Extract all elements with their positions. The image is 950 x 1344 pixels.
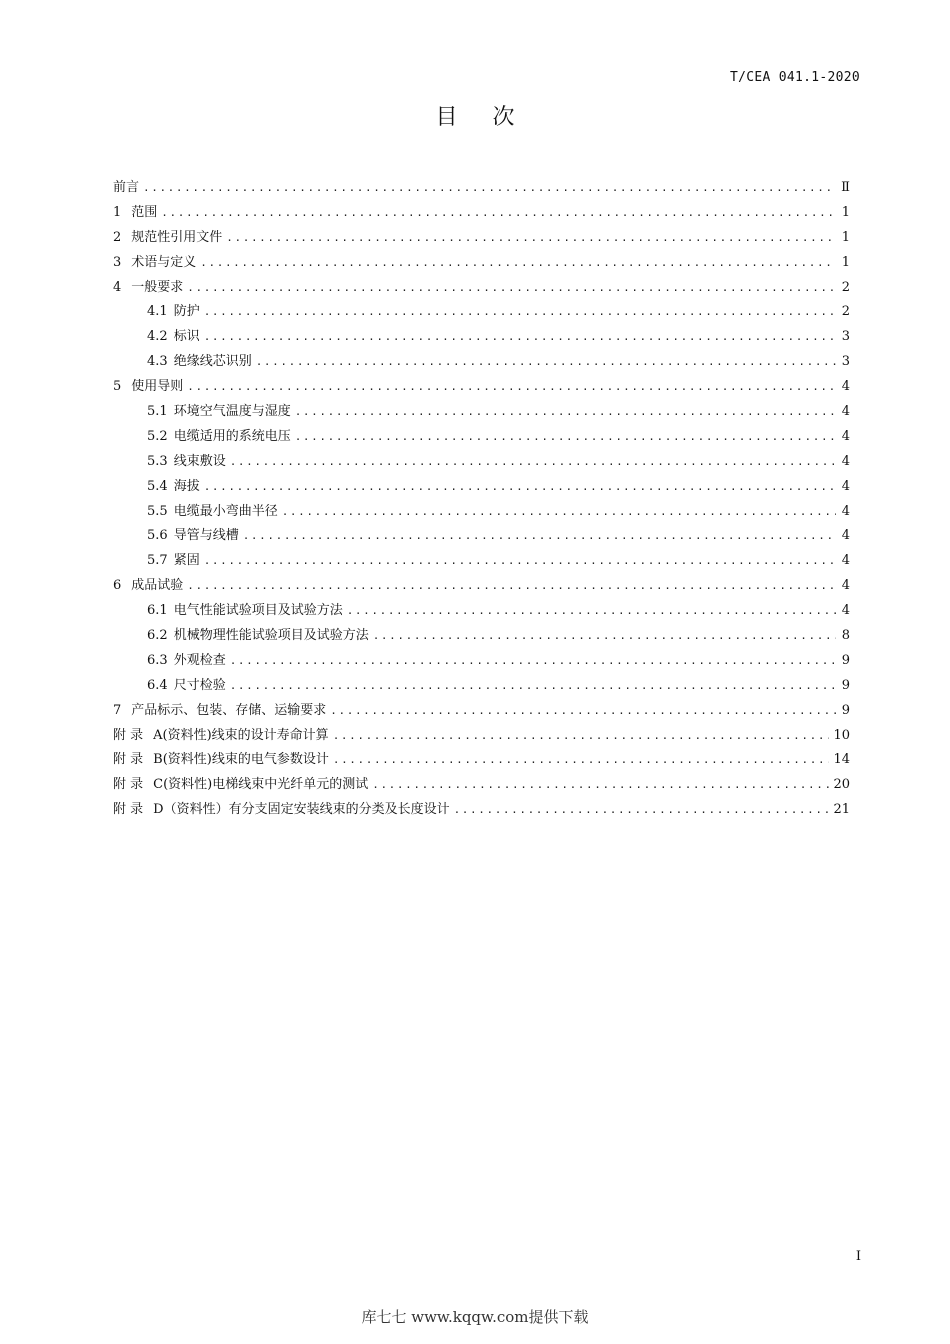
toc-dot-leader — [230, 450, 836, 475]
toc-entry-label: 电缆适用的系统电压 — [173, 428, 291, 444]
toc-entry-page: 3 — [841, 354, 850, 370]
toc-entry-number: 4.1 — [147, 304, 168, 320]
toc-entry[interactable] — [113, 549, 850, 574]
toc-entry-label: C(资料性)电梯线束中光纤单元的测试 — [153, 777, 369, 793]
toc-entry-label: 绝缘线芯识别 — [173, 354, 252, 370]
toc-entry-page: 2 — [841, 279, 850, 295]
toc-dot-leader — [454, 798, 830, 823]
toc-dot-leader — [372, 773, 829, 798]
toc-entry-label: 电气性能试验项目及试验方法 — [173, 603, 343, 619]
toc-entry-label: 成品试验 — [131, 578, 184, 594]
toc-entry-label: 范围 — [131, 204, 158, 220]
toc-dot-leader — [187, 276, 836, 301]
toc-entry[interactable] — [113, 400, 850, 425]
toc-entry-number: 1 — [113, 204, 122, 220]
toc-entry[interactable] — [113, 226, 850, 251]
toc-dot-leader — [230, 674, 836, 699]
toc-entry-number: 5.6 — [147, 528, 168, 544]
toc-entry-number: 附 录 — [113, 727, 144, 743]
toc-entry-label: 前言 — [113, 180, 140, 195]
toc-entry-number: 6 — [113, 578, 122, 594]
toc-entry-page: 4 — [841, 379, 850, 395]
toc-entry-label: 防护 — [173, 304, 200, 320]
page-title: 目 次 — [435, 105, 529, 130]
toc-dot-leader — [282, 500, 836, 525]
toc-dot-leader — [204, 325, 836, 350]
toc-entry-page: 1 — [841, 204, 850, 220]
toc-dot-leader — [347, 599, 836, 624]
toc-entry-page: 4 — [841, 503, 850, 519]
toc-dot-leader — [204, 549, 836, 574]
toc-entry-page: 4 — [841, 553, 850, 569]
toc-entry-label: B(资料性)线束的电气参数设计 — [153, 752, 329, 768]
toc-entry[interactable] — [113, 425, 850, 450]
toc-entry-label: 导管与线槽 — [173, 528, 239, 544]
toc-entry-page: 14 — [833, 752, 850, 768]
toc-entry-page: 9 — [841, 677, 850, 693]
toc-dot-leader — [230, 649, 836, 674]
toc-entry-number: 2 — [113, 229, 122, 245]
toc-entry-number: 4.2 — [147, 329, 168, 345]
toc-entry-label: 电缆最小弯曲半径 — [173, 503, 278, 519]
toc-dot-leader — [373, 624, 836, 649]
toc-entry-number: 附 录 — [113, 777, 144, 793]
toc-entry-label: 规范性引用文件 — [131, 229, 223, 245]
toc-entry[interactable] — [113, 500, 850, 525]
toc-entry[interactable] — [113, 325, 850, 350]
toc-entry-label: 使用导则 — [131, 379, 184, 395]
toc-dot-leader — [295, 425, 836, 450]
toc-entry-page: 3 — [841, 329, 850, 345]
toc-entry[interactable] — [113, 748, 850, 773]
toc-entry-number: 4 — [113, 279, 122, 295]
toc-entry-number: 6.2 — [147, 628, 168, 644]
toc-entry[interactable] — [113, 599, 850, 624]
toc-dot-leader — [333, 724, 830, 749]
toc-dot-leader — [333, 748, 830, 773]
toc-entry-label: 外观检查 — [173, 652, 226, 668]
toc-entry-label: 标识 — [173, 329, 200, 345]
toc-entry-label: 环境空气温度与湿度 — [173, 404, 291, 420]
toc-entry[interactable] — [113, 176, 850, 201]
toc-entry[interactable] — [113, 276, 850, 301]
toc-entry-page: 4 — [841, 453, 850, 469]
toc-dot-leader — [187, 574, 836, 599]
toc-dot-leader — [200, 251, 836, 276]
toc-entry-page: 10 — [833, 727, 850, 743]
toc-entry-page: 4 — [841, 404, 850, 420]
toc-dot-leader — [161, 201, 836, 226]
toc-entry-label: 术语与定义 — [131, 254, 197, 270]
toc-entry-page: 9 — [841, 652, 850, 668]
toc-dot-leader — [226, 226, 836, 251]
document-code: T/CEA 041.1-2020 — [729, 70, 860, 85]
toc-entry[interactable] — [113, 624, 850, 649]
toc-entry-page: 8 — [841, 628, 850, 644]
toc-entry-number: 6.1 — [147, 603, 168, 619]
toc-entry-page: 21 — [833, 802, 850, 818]
toc-entry-number: 3 — [113, 254, 122, 270]
toc-entry[interactable] — [113, 773, 850, 798]
toc-entry-page: 4 — [841, 578, 850, 594]
toc-entry-label: 一般要求 — [131, 279, 184, 295]
toc-entry[interactable] — [113, 475, 850, 500]
toc-entry-number: 5.3 — [147, 453, 168, 469]
toc-entry[interactable] — [113, 251, 850, 276]
toc-entry[interactable] — [113, 300, 850, 325]
toc-entry-label: 机械物理性能试验项目及试验方法 — [173, 628, 369, 644]
toc-entry-label: 海拔 — [173, 478, 200, 494]
toc-entry-number: 5.7 — [147, 553, 168, 569]
toc-entry-number: 5 — [113, 379, 122, 395]
toc-entry[interactable] — [113, 699, 850, 724]
toc-entry-number: 6.3 — [147, 652, 168, 668]
toc-entry-label: 线束敷设 — [173, 453, 226, 469]
toc-entry-label: A(资料性)线束的设计寿命计算 — [153, 727, 329, 743]
toc-entry[interactable] — [113, 350, 850, 375]
toc-entry-page: 4 — [841, 428, 850, 444]
toc-entry-page: 20 — [833, 777, 850, 793]
toc-dot-leader — [295, 400, 836, 425]
toc-entry-number: 6.4 — [147, 677, 168, 693]
toc-dot-leader — [256, 350, 836, 375]
toc-entry-number: 5.5 — [147, 503, 168, 519]
toc-entry[interactable] — [113, 201, 850, 226]
toc-entry-number: 5.4 — [147, 478, 168, 494]
toc-entry[interactable] — [113, 674, 850, 699]
page-number: I — [855, 1249, 861, 1264]
toc-entry-number: 7 — [113, 702, 122, 718]
toc-entry-label: 尺寸检验 — [173, 677, 226, 693]
toc-dot-leader — [243, 524, 836, 549]
toc-entry-label: D（资料性）有分支固定安装线束的分类及长度设计 — [153, 802, 450, 818]
toc-entry-page: 1 — [841, 229, 850, 245]
toc-entry-page: 9 — [841, 702, 850, 718]
toc-entry-page: 4 — [841, 478, 850, 494]
toc-entry[interactable] — [113, 724, 850, 749]
toc-entry[interactable] — [113, 375, 850, 400]
toc-entry[interactable] — [113, 649, 850, 674]
toc-dot-leader — [204, 475, 836, 500]
toc-entry-label: 产品标示、包装、存储、运输要求 — [131, 702, 327, 718]
toc-entry[interactable] — [113, 574, 850, 599]
toc-entry-number: 4.3 — [147, 354, 168, 370]
toc-entry-page: 2 — [841, 304, 850, 320]
toc-dot-leader — [187, 375, 836, 400]
toc-entry-number: 5.1 — [147, 404, 168, 420]
toc-entry-number: 5.2 — [147, 428, 168, 444]
toc-entry-page: 1 — [841, 254, 850, 270]
toc-entry[interactable] — [113, 524, 850, 549]
toc-dot-leader — [204, 300, 836, 325]
toc-entry-number: 附 录 — [113, 752, 144, 768]
table-of-contents — [113, 176, 850, 823]
toc-entry-label: 紧固 — [173, 553, 200, 569]
toc-dot-leader — [143, 176, 836, 201]
toc-entry-number: 附 录 — [113, 802, 144, 818]
toc-entry-page: 4 — [841, 528, 850, 544]
toc-dot-leader — [330, 699, 836, 724]
toc-entry[interactable] — [113, 798, 850, 823]
footer-watermark-text: 库七七 www.kqqw.com提供下载 — [361, 1308, 589, 1326]
toc-entry-page: 4 — [841, 603, 850, 619]
toc-entry[interactable] — [113, 450, 850, 475]
toc-entry-page: Ⅱ — [841, 180, 850, 195]
